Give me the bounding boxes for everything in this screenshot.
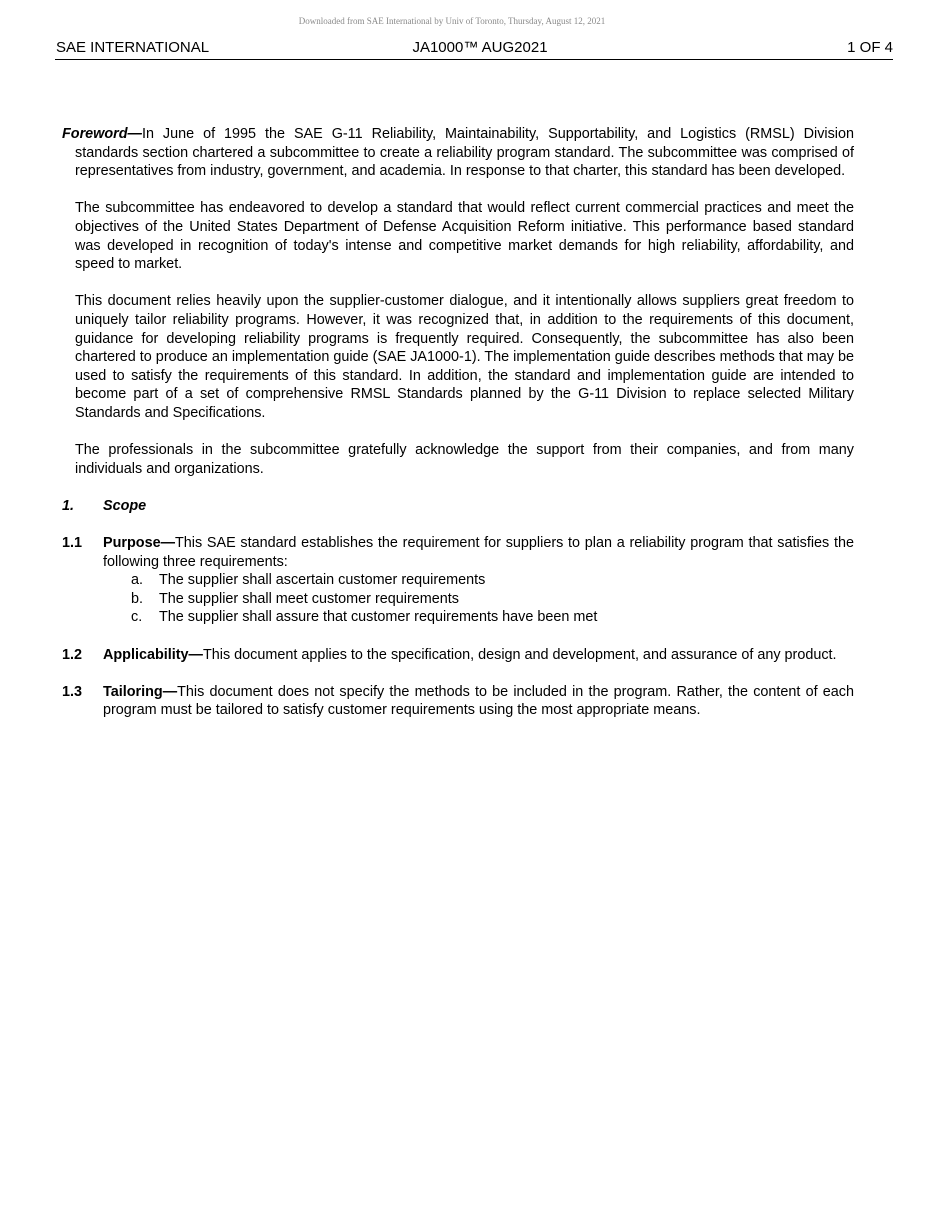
tailoring-text: This document does not specify the methods to be included in the program. Rather, the content of each program must be tailored to satisfy customer requirements using the most appropriate means. <box>103 683 854 719</box>
foreword-text-1: In June of 1995 the SAE G-11 Reliability, Maintainability, Supportability, and Logistics (RMSL) Division standards section chartered a subcommittee to create a reliability program standard. The subcommittee was comprised of representatives from industry, government, and academia. In response to that charter, this standard has been developed. <box>75 126 854 180</box>
section-scope-heading <box>62 497 854 516</box>
list-marker: c. <box>131 609 143 626</box>
foreword-paragraph-3: This document relies heavily upon the supplier-customer dialogue, and it intentionally allows suppliers great freedom to uniquely tailor reliability programs. However, it was recognized that, in addition to the requirements of this document, guidance for developing reliability programs is frequently required. Consequently, the subcommittee has also been chartered to produce an implementation guide (SAE JA1000-1). The implementation guide describes methods that may be used to satisfy the requirements of this standard. In addition, the standard and implementation guide are intended to become part of a set of comprehensive RMSL Standards planned by the G-11 Division to replace selected Military Standards and Specifications. <box>75 293 854 421</box>
purpose-requirements-list <box>62 571 854 627</box>
header-organization: SAE INTERNATIONAL <box>56 39 210 56</box>
applicability-label: Applicability— <box>103 646 203 663</box>
section-applicability <box>62 646 854 665</box>
list-marker: b. <box>131 590 144 607</box>
document-body <box>62 125 854 720</box>
download-watermark: Downloaded from SAE International by Univ of Toronto, Thursday, August 12, 2021 <box>298 16 606 26</box>
purpose-text: This SAE standard establishes the requirement for suppliers to plan a reliability program that satisfies the following three requirements: <box>103 535 854 570</box>
foreword-paragraph-4: The professionals in the subcommittee gratefully acknowledge the support from their companies, and from many individuals and organizations. <box>75 442 854 477</box>
applicability-number: 1.2 <box>62 646 83 663</box>
foreword-paragraph-1 <box>62 125 854 181</box>
list-item-text: The supplier shall ascertain customer requirements <box>159 572 486 589</box>
scope-title: Scope <box>103 497 147 514</box>
scope-number: 1. <box>62 497 75 514</box>
foreword-paragraph-2: The subcommittee has endeavored to develop a standard that would reflect current commercial practices and meet the objectives of the United States Department of Defense Acquisition Reform initiative. This performance based standard was developed in recognition of today's intense and competitive market demands for high reliability, affordability, and speed to market. <box>75 200 854 273</box>
list-item-text: The supplier shall assure that customer requirements have been met <box>159 609 598 626</box>
purpose-number: 1.1 <box>62 535 83 552</box>
header-page-number: 1 OF 4 <box>847 39 893 56</box>
list-item <box>131 571 854 590</box>
list-item <box>131 608 854 627</box>
purpose-label: Purpose— <box>103 535 175 552</box>
page-header <box>55 38 893 60</box>
tailoring-label: Tailoring— <box>103 683 178 700</box>
list-item <box>131 590 854 609</box>
tailoring-number: 1.3 <box>62 683 83 700</box>
section-purpose <box>62 534 854 571</box>
applicability-text: This document applies to the specification, design and development, and assurance of any product. <box>202 646 837 663</box>
header-document-id: JA1000™ AUG2021 <box>412 39 548 56</box>
list-item-text: The supplier shall meet customer requirements <box>159 590 459 607</box>
section-tailoring <box>62 683 854 720</box>
foreword-label: Foreword— <box>62 126 142 142</box>
list-marker: a. <box>131 572 144 589</box>
